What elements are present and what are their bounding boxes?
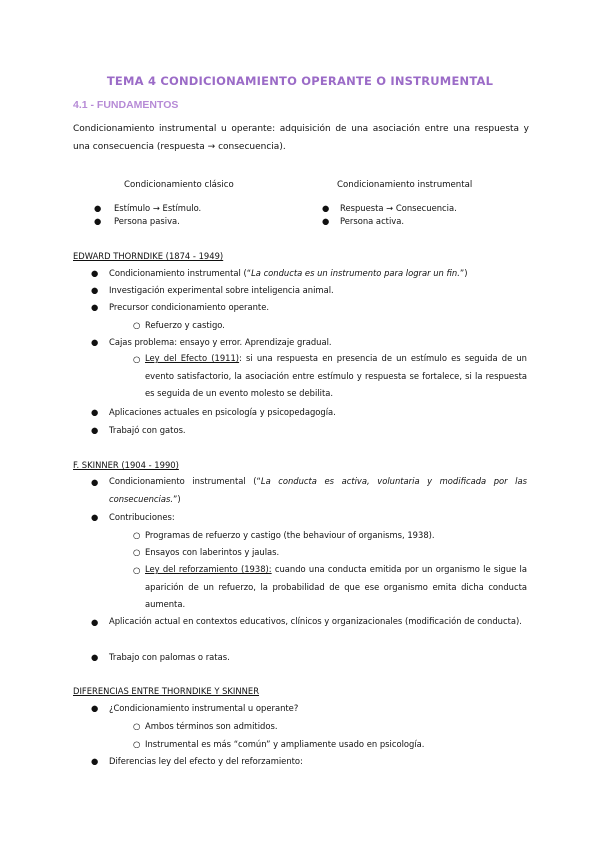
sub-bullet: ○ (133, 565, 141, 575)
sub-list-item: Instrumental es más “común” y ampliamente usado en psicología. (145, 739, 425, 749)
sub-list-item: Programas de refuerzo y castigo (the behaviour of organisms, 1938). (145, 530, 435, 540)
sub-bullet: ○ (133, 320, 141, 330)
bullet: ● (91, 268, 99, 278)
classic-column-title: Condicionamiento clásico (124, 180, 234, 190)
bullet: ● (91, 652, 99, 662)
list-item: Trabajo con palomas o ratas. (109, 652, 230, 662)
bullet: ● (322, 203, 330, 213)
section-heading: 4.1 - FUNDAMENTOS (73, 99, 179, 111)
list-item: ¿Condicionamiento instrumental u operante? (109, 703, 299, 713)
sub-list-item: Ambos términos son admitidos. (145, 721, 278, 731)
bullet: ● (91, 302, 99, 312)
bullet: ● (91, 425, 99, 435)
intro-paragraph: Condicionamiento instrumental u operante: adquisición de una asociación entre una respuesta y una consecuencia (respuesta → consecuencia). (73, 124, 529, 152)
list-item: Trabajó con gatos. (109, 425, 186, 435)
classic-item: Estímulo → Estímulo. (114, 203, 202, 213)
differences-heading: DIFERENCIAS ENTRE THORNDIKE Y SKINNER (73, 686, 260, 696)
instrumental-column-title: Condicionamiento instrumental (337, 180, 473, 190)
sub-bullet: ○ (133, 739, 141, 749)
list-item: Condicionamiento instrumental (“La conducta es un instrumento para lograr un fin.”) (109, 268, 468, 278)
bullet: ● (91, 756, 99, 766)
sub-bullet: ○ (133, 354, 141, 364)
classic-item: Persona pasiva. (114, 216, 180, 226)
bullet: ● (91, 477, 99, 487)
list-item: Contribuciones: (109, 512, 175, 522)
skinner-heading: F. SKINNER (1904 - 1990) (73, 460, 179, 470)
bullet: ● (91, 337, 99, 347)
thorndike-heading: EDWARD THORNDIKE (1874 - 1949) (73, 251, 224, 261)
list-item: Condicionamiento instrumental (“La conducta es activa, voluntaria y modificada por las consecuencias.”) (109, 476, 527, 504)
ley-del-reforzamiento-text: Ley del reforzamiento (1938): cuando una conducta emitida por un organismo le sigue la aparición de un refuerzo, la probabilidad de que ese organismo emita dicha conducta aumenta. (145, 564, 527, 610)
bullet: ● (91, 285, 99, 295)
bullet: ● (91, 407, 99, 417)
bullet: ● (94, 203, 102, 213)
sub-bullet: ○ (133, 547, 141, 557)
bullet: ● (91, 617, 99, 627)
bullet: ● (91, 512, 99, 522)
ley-del-efecto-text: Ley del Efecto (1911): si una respuesta en presencia de un estímulo es seguida de un evento satisfactorio, la asociación entre estímulo y respuesta se fortalece, si la respuesta es seguida de un evento molesto se debilita. (145, 353, 527, 399)
page-title: TEMA 4 CONDICIONAMIENTO OPERANTE O INSTRUMENTAL (106, 74, 494, 88)
instrumental-item: Respuesta → Consecuencia. (340, 203, 457, 213)
instrumental-item: Persona activa. (340, 216, 405, 226)
sub-list-item: Ensayos con laberintos y jaulas. (145, 547, 280, 557)
bullet: ● (94, 216, 102, 226)
list-item: Diferencias ley del efecto y del reforzamiento: (109, 756, 303, 766)
list-item: Precursor condicionamiento operante. (109, 302, 270, 312)
sub-list-item: Refuerzo y castigo. (145, 320, 225, 330)
list-item: Aplicación actual en contextos educativos, clínicos y organizacionales (modificación de conducta). (109, 616, 522, 626)
bullet: ● (91, 703, 99, 713)
bullet: ● (322, 216, 330, 226)
sub-bullet: ○ (133, 530, 141, 540)
sub-bullet: ○ (133, 721, 141, 731)
list-item: Aplicaciones actuales en psicología y psicopedagogía. (109, 407, 336, 417)
list-item: Cajas problema: ensayo y error. Aprendizaje gradual. (109, 337, 332, 347)
list-item: Investigación experimental sobre inteligencia animal. (109, 285, 334, 295)
